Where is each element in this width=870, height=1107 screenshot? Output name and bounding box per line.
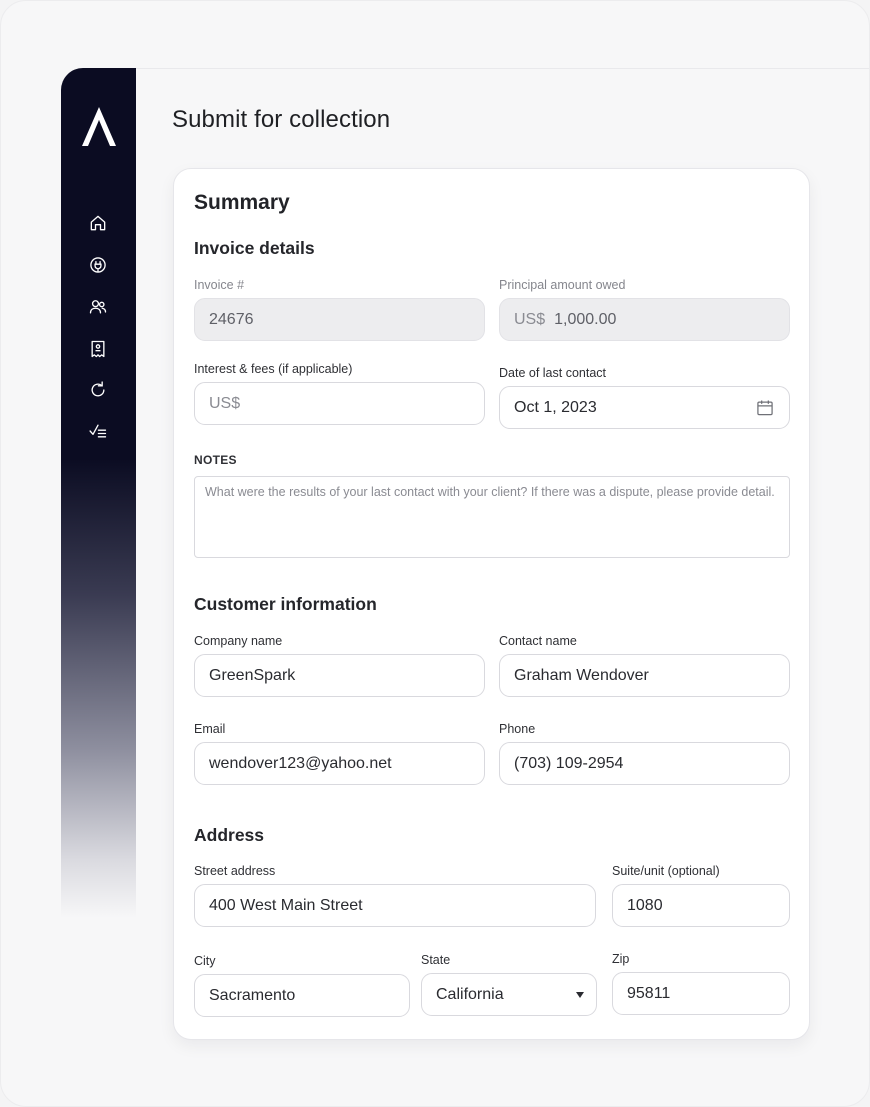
interest-fees-input[interactable] [194,382,485,425]
company-name-value: GreenSpark [209,666,296,684]
refresh-icon[interactable] [87,379,109,401]
logo-icon[interactable] [81,106,117,148]
zip-value: 95811 [627,984,671,1002]
contact-name-label: Contact name [499,634,577,648]
address-heading: Address [194,825,265,845]
principal-amount-field [499,298,790,341]
users-icon[interactable] [87,296,109,318]
interest-fees-label: Interest & fees (if applicable) [194,362,353,376]
invoice-number-value: 24676 [209,310,254,328]
city-value: Sacramento [209,986,296,1004]
phone-input[interactable] [499,742,790,785]
state-label: State [421,953,451,967]
header-divider [136,68,869,69]
calendar-icon[interactable] [755,398,775,418]
zip-input[interactable] [612,972,790,1015]
receipt-icon[interactable] [87,338,109,360]
checklist-icon[interactable] [87,420,109,442]
state-value: California [436,985,504,1003]
street-address-input[interactable] [194,884,596,927]
suite-unit-input[interactable] [612,884,790,927]
street-address-label: Street address [194,864,276,878]
invoice-details-heading: Invoice details [194,238,315,258]
customer-information-heading: Customer information [194,594,377,614]
phone-value: (703) 109-2954 [514,754,624,772]
plug-icon[interactable] [87,254,109,276]
email-value: wendover123@yahoo.net [209,754,392,772]
currency-prefix: US$ [209,394,241,412]
company-name-input[interactable] [194,654,485,697]
zip-label: Zip [612,952,630,966]
city-label: City [194,954,216,968]
caret-down-icon [576,992,584,998]
last-contact-date-label: Date of last contact [499,366,607,380]
contact-name-input[interactable] [499,654,790,697]
company-name-label: Company name [194,634,283,648]
notes-textarea[interactable] [194,476,790,558]
contact-name-value: Graham Wendover [514,666,649,684]
city-input[interactable] [194,974,410,1017]
notes-placeholder: What were the results of your last contact with your client? If there was a dispute, please provide detail. [205,485,775,499]
principal-amount-label: Principal amount owed [499,278,626,292]
summary-heading: Summary [194,191,290,214]
invoice-number-label: Invoice # [194,278,245,292]
sidebar [61,68,136,918]
invoice-number-field [194,298,485,341]
last-contact-date-input[interactable] [499,386,790,429]
summary-card [173,168,810,1040]
email-input[interactable] [194,742,485,785]
page-title: Submit for collection [172,106,391,133]
notes-label: NOTES [194,453,237,467]
currency-prefix: US$ [514,310,546,328]
last-contact-date-value: Oct 1, 2023 [514,398,597,416]
home-icon[interactable] [87,212,109,234]
phone-label: Phone [499,722,536,736]
suite-unit-value: 1080 [627,896,663,914]
email-label: Email [194,722,226,736]
principal-amount-value: 1,000.00 [554,310,617,328]
street-address-value: 400 West Main Street [209,896,363,914]
suite-unit-label: Suite/unit (optional) [612,864,720,878]
state-select[interactable] [421,973,597,1016]
